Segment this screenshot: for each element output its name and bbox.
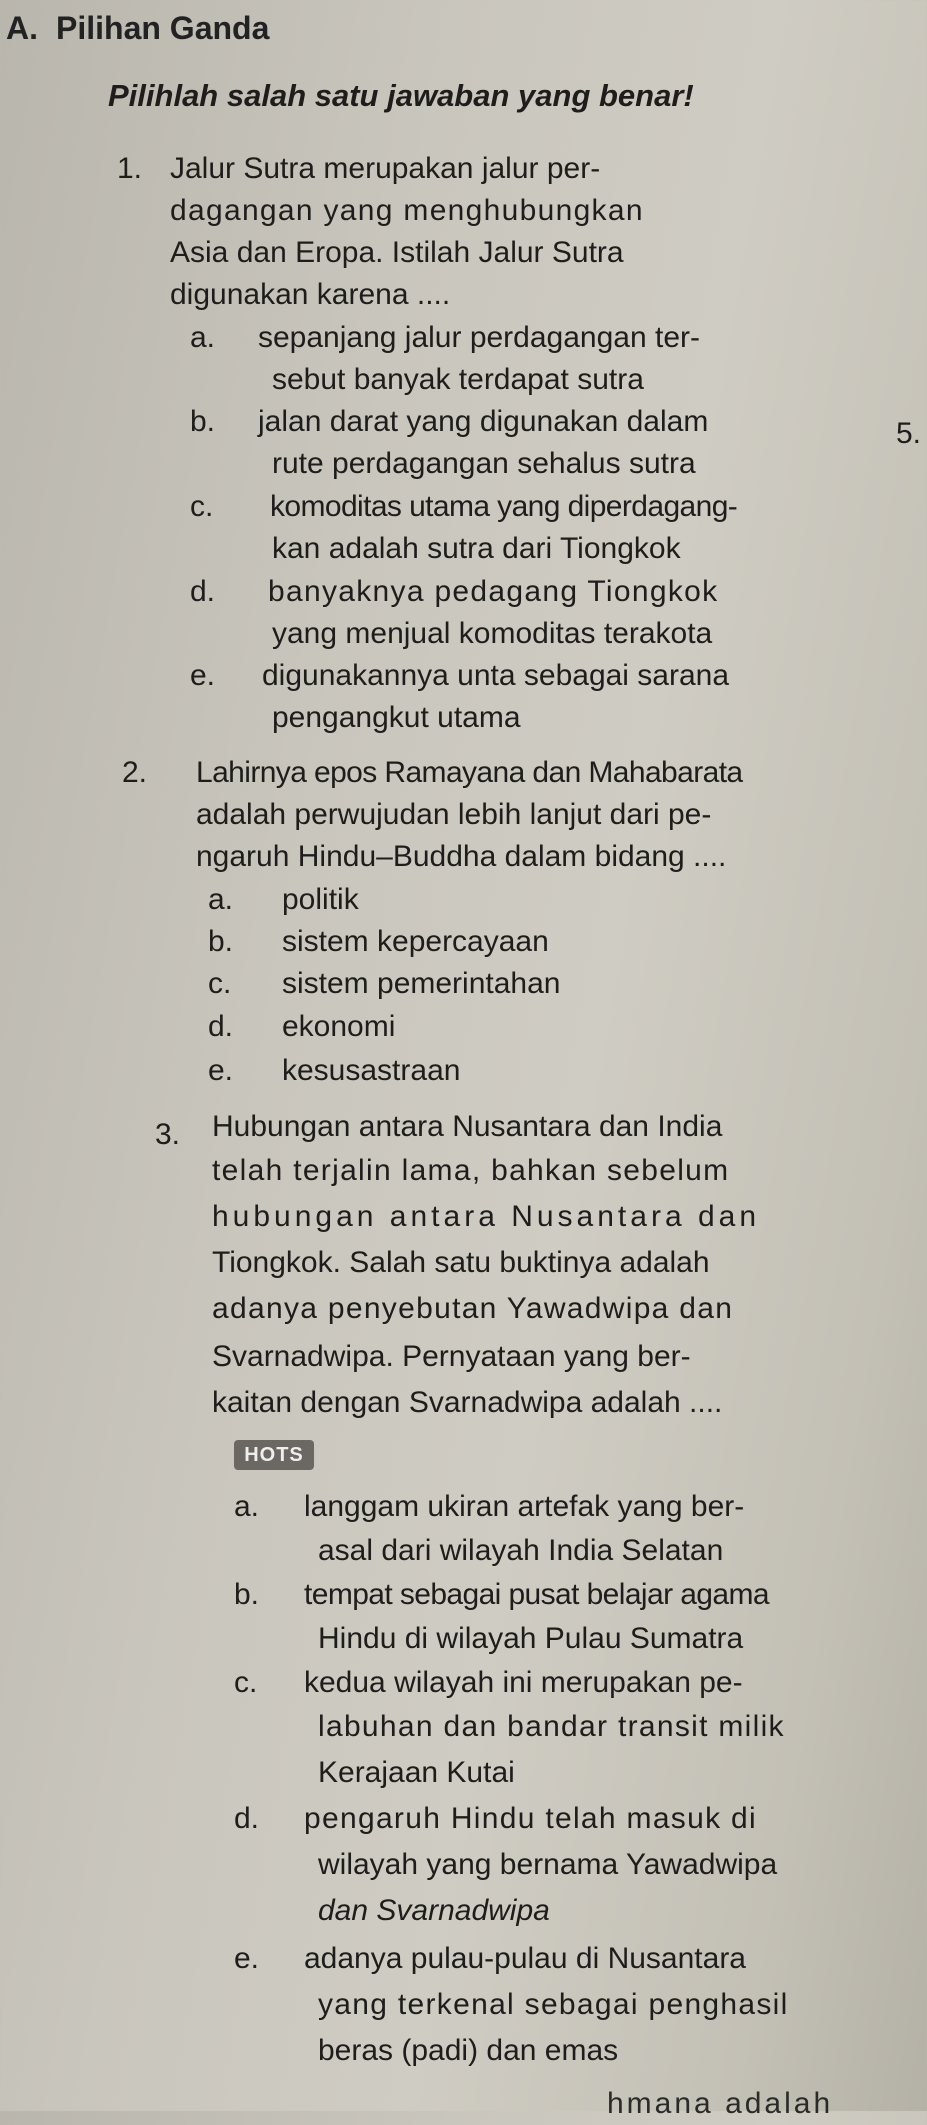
question-3-stem-line: Hubungan antara Nusantara dan India	[212, 1110, 723, 1143]
question-2-option-c-letter: c.	[208, 967, 232, 1000]
question-2-option-a-letter: a.	[208, 883, 234, 916]
question-3-option-d-letter: d.	[234, 1802, 260, 1835]
question-1-stem-line: digunakan karena ....	[170, 278, 451, 311]
instruction: Pilihlah salah satu jawaban yang benar!	[108, 78, 694, 113]
question-3-option-d-text: dan Svarnadwipa	[318, 1894, 550, 1927]
question-1-option-b-letter: b.	[190, 405, 216, 438]
question-2-option-d-letter: d.	[208, 1010, 234, 1043]
question-1-stem-line: Asia dan Eropa. Istilah Jalur Sutra	[170, 236, 624, 269]
question-3-stem-line: hubungan antara Nusantara dan	[212, 1200, 761, 1233]
question-1-number: 1.	[117, 152, 143, 185]
question-3-option-a-text: langgam ukiran artefak yang ber-	[304, 1490, 745, 1523]
question-3-option-c-letter: c.	[234, 1666, 258, 1699]
question-3-option-b-letter: b.	[234, 1578, 260, 1611]
question-2-option-b-text: sistem kepercayaan	[282, 925, 549, 958]
question-1-stem-line: dagangan yang menghubungkan	[170, 194, 644, 227]
question-3-option-e-text: adanya pulau-pulau di Nusantara	[304, 1942, 746, 1975]
question-2-option-c-text: sistem pemerintahan	[282, 967, 561, 1000]
question-3-option-c-text: Kerajaan Kutai	[318, 1756, 515, 1789]
question-3-option-b-text: Hindu di wilayah Pulau Sumatra	[318, 1622, 744, 1655]
question-3-stem-line: Svarnadwipa. Pernyataan yang ber-	[212, 1340, 691, 1373]
question-1-option-e-text: pengangkut utama	[272, 701, 521, 734]
question-3-option-c-text: labuhan dan bandar transit milik	[318, 1710, 785, 1743]
question-3-option-e-text: beras (padi) dan emas	[318, 2034, 619, 2067]
question-3-option-d-text: pengaruh Hindu telah masuk di	[304, 1802, 757, 1835]
question-3-option-a-letter: a.	[234, 1490, 260, 1523]
question-1-option-e-letter: e.	[190, 659, 216, 692]
margin-number: 5.	[896, 417, 922, 450]
question-2-option-e-letter: e.	[208, 1054, 234, 1087]
question-3-stem-line: Tiongkok. Salah satu buktinya adalah	[212, 1246, 710, 1279]
section-letter: A.	[6, 10, 38, 46]
question-2-stem-line: ngaruh Hindu–Buddha dalam bidang ....	[196, 840, 727, 873]
question-1-option-a-text: sepanjang jalur perdagangan ter-	[258, 321, 700, 354]
question-3-option-d-text: wilayah yang bernama Yawadwipa	[318, 1848, 778, 1881]
section-title: Pilihan Ganda	[56, 10, 270, 46]
question-1-option-a-text: sebut banyak terdapat sutra	[272, 363, 644, 396]
question-3-number: 3.	[155, 1118, 181, 1151]
question-2-stem-line: adalah perwujudan lebih lanjut dari pe-	[196, 798, 712, 831]
question-2-number: 2.	[122, 756, 148, 789]
question-1-option-a-letter: a.	[190, 321, 216, 354]
question-2-stem-line: Lahirnya epos Ramayana dan Mahabarata	[196, 756, 743, 789]
question-3-stem-line: telah terjalin lama, bahkan sebelum	[212, 1154, 730, 1187]
question-3-stem-line: kaitan dengan Svarnadwipa adalah ....	[212, 1386, 723, 1419]
question-1-option-e-text: digunakannya unta sebagai sarana	[262, 659, 730, 692]
question-2-option-e-text: kesusastraan	[282, 1054, 461, 1087]
question-1-option-b-text: jalan darat yang digunakan dalam	[258, 405, 709, 438]
question-3-option-e-text: yang terkenal sebagai penghasil	[318, 1988, 789, 2021]
question-1-option-b-text: rute perdagangan sehalus sutra	[272, 447, 696, 480]
question-3-option-b-text: tempat sebagai pusat belajar agama	[304, 1578, 769, 1611]
question-1-option-c-text: komoditas utama yang diperdagang-	[270, 490, 738, 523]
question-3-stem-line: adanya penyebutan Yawadwipa dan	[212, 1292, 734, 1325]
question-3-option-c-text: kedua wilayah ini merupakan pe-	[304, 1666, 743, 1699]
question-3-option-e-letter: e.	[234, 1942, 260, 1975]
question-2-option-d-text: ekonomi	[282, 1010, 396, 1043]
question-1-stem-line: Jalur Sutra merupakan jalur per-	[170, 152, 601, 185]
question-3-option-a-text: asal dari wilayah India Selatan	[318, 1534, 724, 1567]
question-1-option-c-letter: c.	[190, 490, 214, 523]
question-2-option-b-letter: b.	[208, 925, 234, 958]
question-1-option-d-text: banyaknya pedagang Tiongkok	[268, 575, 719, 608]
question-1-option-d-letter: d.	[190, 575, 216, 608]
next-page-fragment: hmana adalah	[607, 2087, 834, 2120]
question-2-option-a-text: politik	[282, 883, 359, 916]
hots-badge: HOTS	[234, 1440, 314, 1470]
question-1-option-d-text: yang menjual komoditas terakota	[272, 617, 713, 650]
question-1-option-c-text: kan adalah sutra dari Tiongkok	[272, 532, 681, 565]
